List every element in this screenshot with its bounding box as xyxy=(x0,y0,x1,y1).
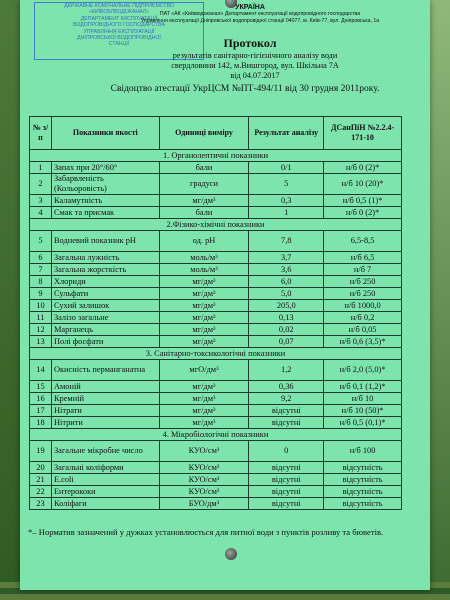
cell-number: 16 xyxy=(30,393,52,405)
cell-result: 9,2 xyxy=(249,393,324,405)
cell-indicator: Забарвленість (Кольоровість) xyxy=(51,174,159,195)
cell-indicator: Водневий показник рН xyxy=(51,231,159,252)
cell-result: відсутні xyxy=(249,417,324,429)
cell-number: 3 xyxy=(30,195,52,207)
cell-norm: н/б 100 xyxy=(324,441,402,462)
cell-unit: БУО/дм³ xyxy=(159,498,249,510)
cell-norm: н/б 250 xyxy=(324,276,402,288)
stamp-line: ВОДОПРОВІДНОГО ГОСПОДАРСТВА xyxy=(73,22,165,29)
cell-result: 5,0 xyxy=(249,288,324,300)
table-row xyxy=(30,312,402,324)
background-foliage-right xyxy=(428,0,450,600)
cell-number: 1 xyxy=(30,162,52,174)
stamp-line: ДЕПАРТАМЕНТ ЕКСПЛУАТАЦІЇ xyxy=(80,15,158,22)
cell-result: відсутні xyxy=(249,474,324,486)
table-row xyxy=(30,174,402,195)
cell-number: 12 xyxy=(30,324,52,336)
cell-unit: моль/м³ xyxy=(159,252,249,264)
cell-norm: н/б 0,6 (3,5)* xyxy=(324,336,402,348)
table-row xyxy=(30,276,402,288)
table-row xyxy=(30,417,402,429)
cell-indicator: Смак та присмак xyxy=(51,207,159,219)
cell-result: 1 xyxy=(249,207,324,219)
cell-indicator: Каламутність xyxy=(51,195,159,207)
table-row xyxy=(30,288,402,300)
section-row xyxy=(30,429,402,441)
table-row xyxy=(30,381,402,393)
cell-result: 1,2 xyxy=(249,360,324,381)
cell-norm: н/б 0 (2)* xyxy=(324,207,402,219)
cell-norm: н/б 0,2 xyxy=(324,312,402,324)
cell-norm: н/б 10 xyxy=(324,393,402,405)
cell-result: 3,7 xyxy=(249,252,324,264)
cell-indicator: Амоній xyxy=(51,381,159,393)
cell-number: 23 xyxy=(30,498,52,510)
cell-indicator: E.colі xyxy=(51,474,159,486)
cell-indicator: Окисність перманганатна xyxy=(51,360,159,381)
cell-norm: відсутність xyxy=(324,462,402,474)
cell-result: відсутні xyxy=(249,486,324,498)
cell-indicator: Ентерококи xyxy=(51,486,159,498)
cell-unit: мг/дм³ xyxy=(159,336,249,348)
table-row xyxy=(30,498,402,510)
col-header-number: № з/п xyxy=(30,117,52,150)
cell-number: 14 xyxy=(30,360,52,381)
cell-indicator: Загальне мікробне число xyxy=(51,441,159,462)
cell-indicator: Марганець xyxy=(51,324,159,336)
cell-number: 10 xyxy=(30,300,52,312)
table-row xyxy=(30,462,402,474)
cell-unit: КУО/см³ xyxy=(159,462,249,474)
col-header-unit: Одиниці виміру xyxy=(159,117,249,150)
stamp-line: ДЕРЖАВНЕ КОМУНАЛЬНЕ ПІДПРИЄМСТВО xyxy=(64,3,174,9)
cell-result: 0,02 xyxy=(249,324,324,336)
cell-unit: мг/дм³ xyxy=(159,405,249,417)
section-title: 1. Органолептичні показники xyxy=(30,150,402,162)
cell-result: 0 xyxy=(249,441,324,462)
col-header-indicator: Показники якості xyxy=(51,117,159,150)
cell-unit: КУО/см³ xyxy=(159,441,249,462)
cell-number: 4 xyxy=(30,207,52,219)
cell-indicator: Загальні коліформи xyxy=(51,462,159,474)
cell-number: 7 xyxy=(30,264,52,276)
cell-number: 22 xyxy=(30,486,52,498)
cell-unit: бали xyxy=(159,207,249,219)
col-header-result: Результат аналізу xyxy=(249,117,324,150)
cell-unit: мг/дм³ xyxy=(159,300,249,312)
certificate-line: Свідоцтво атестації УкрЦСМ №ПТ-494/11 від 30 грудня 2011року. xyxy=(110,84,380,94)
table-row xyxy=(30,474,402,486)
cell-number: 2 xyxy=(30,174,52,195)
cell-indicator: Залізо загальне xyxy=(51,312,159,324)
cell-indicator: Полі фосфати xyxy=(51,336,159,348)
cell-norm: н/б 0,1 (1,2)* xyxy=(324,381,402,393)
cell-result: 0,13 xyxy=(249,312,324,324)
cell-norm: н/б 2,0 (5,0)* xyxy=(324,360,402,381)
cell-norm: н/б 6,5 xyxy=(324,252,402,264)
cell-result: 0,36 xyxy=(249,381,324,393)
cell-number: 18 xyxy=(30,417,52,429)
section-title: 3. Санітарно-токсикологічні показники xyxy=(30,348,402,360)
cell-result: 0/1 xyxy=(249,162,324,174)
table-row xyxy=(30,486,402,498)
table-row xyxy=(30,264,402,276)
section-title: 4. Мікробіологічні показники xyxy=(30,429,402,441)
table-row xyxy=(30,324,402,336)
subtitle-2: свердловини 142, м.Вишгород, вул. Шкільна 7А xyxy=(171,61,339,70)
section-row xyxy=(30,348,402,360)
header-country: УКРАЇНА xyxy=(235,4,265,11)
table-row xyxy=(30,252,402,264)
cell-unit: мг/дм³ xyxy=(159,288,249,300)
cell-indicator: Хлориди xyxy=(51,276,159,288)
cell-norm: н/б 0 (2)* xyxy=(324,162,402,174)
results-table xyxy=(29,116,402,510)
table-row xyxy=(30,300,402,312)
cell-unit: мг/дм³ xyxy=(159,312,249,324)
cell-unit: мг/дм³ xyxy=(159,393,249,405)
table-row xyxy=(30,195,402,207)
section-title: 2.Фізико-хімічні показники xyxy=(30,219,402,231)
cell-indicator: Загальна жорсткість xyxy=(51,264,159,276)
cell-number: 17 xyxy=(30,405,52,417)
cell-indicator: Нітрати xyxy=(51,405,159,417)
cell-number: 6 xyxy=(30,252,52,264)
cell-result: відсутні xyxy=(249,462,324,474)
cell-number: 9 xyxy=(30,288,52,300)
cell-norm: 6,5-8,5 xyxy=(324,231,402,252)
cell-number: 13 xyxy=(30,336,52,348)
header-line1: ПАТ «АК «Київводоканал» Департамент експлуатації водопровідного господарства xyxy=(159,11,361,17)
cell-norm: н/б 0,05 xyxy=(324,324,402,336)
table-row xyxy=(30,162,402,174)
cell-result: 0,07 xyxy=(249,336,324,348)
table-header-row xyxy=(30,117,402,150)
table-body xyxy=(30,150,402,510)
cell-result: 205,0 xyxy=(249,300,324,312)
cell-norm: н/б 0,5 (1)* xyxy=(324,195,402,207)
cell-indicator: Сухий залишок xyxy=(51,300,159,312)
cell-result: 5 xyxy=(249,174,324,195)
cell-unit: мг/дм³ xyxy=(159,276,249,288)
cell-norm: відсутність xyxy=(324,486,402,498)
cell-indicator: Сульфати xyxy=(51,288,159,300)
cell-unit: мг/дм³ xyxy=(159,381,249,393)
stamp-line: «КИЇВОБЛВОДОКАНАЛ» xyxy=(88,9,150,16)
stamp-line: СТАНЦІЇ xyxy=(108,41,130,48)
cell-unit: мг/дм³ xyxy=(159,324,249,336)
header-line2: Управління експлуатації Дніпровської водопровідної станції 04077, м. Київ-77, вул. Дніпровська, 1а xyxy=(140,18,380,24)
cell-norm: н/б 10 (20)* xyxy=(324,174,402,195)
table-row xyxy=(30,405,402,417)
table-row xyxy=(30,441,402,462)
cell-unit: КУО/см³ xyxy=(159,474,249,486)
cell-number: 15 xyxy=(30,381,52,393)
cell-norm: н/б 0,5 (0,1)* xyxy=(324,417,402,429)
cell-norm: н/б 10 (50)* xyxy=(324,405,402,417)
section-row xyxy=(30,150,402,162)
footnote: *– Норматив зазначений у дужках установлюється для питної води з пунктів розливу та бюветів. xyxy=(28,527,384,537)
protocol-date: від 04.07.2017 xyxy=(230,71,280,80)
cell-result: 7,8 xyxy=(249,231,324,252)
table-row xyxy=(30,393,402,405)
subtitle-1: результатів санітарно-гігієнічного аналізу води xyxy=(172,51,338,60)
cell-indicator: Коліфаги xyxy=(51,498,159,510)
cell-unit: КУО/см³ xyxy=(159,486,249,498)
cell-norm: н/б 250 xyxy=(324,288,402,300)
cell-norm: н/б 1000,0 xyxy=(324,300,402,312)
cell-result: 0,3 xyxy=(249,195,324,207)
cell-result: 6,0 xyxy=(249,276,324,288)
cell-unit: од. рН xyxy=(159,231,249,252)
page-title: Протокол xyxy=(223,36,277,50)
cell-indicator: Кремній xyxy=(51,393,159,405)
cell-number: 19 xyxy=(30,441,52,462)
table-row xyxy=(30,360,402,381)
cell-norm: н/б 7 xyxy=(324,264,402,276)
cell-indicator: Нітрити xyxy=(51,417,159,429)
stamp-line: УПРАВЛІННЯ ЕКСПЛУАТАЦІЇ xyxy=(83,28,155,35)
section-row xyxy=(30,219,402,231)
cell-unit: бали xyxy=(159,162,249,174)
cell-indicator: Загальна лужність xyxy=(51,252,159,264)
cell-number: 11 xyxy=(30,312,52,324)
cell-unit: мгО/дм³ xyxy=(159,360,249,381)
table-row xyxy=(30,207,402,219)
bolt-icon xyxy=(225,548,237,560)
stamp-line: ДНІПРОВСЬКОЇ ВОДОПРОВІДНОЇ xyxy=(77,35,161,42)
cell-number: 5 xyxy=(30,231,52,252)
cell-unit: мг/дм³ xyxy=(159,417,249,429)
cell-number: 21 xyxy=(30,474,52,486)
table-row xyxy=(30,336,402,348)
cell-indicator: Запах при 20°/60° xyxy=(51,162,159,174)
cell-number: 20 xyxy=(30,462,52,474)
cell-result: відсутні xyxy=(249,498,324,510)
cell-norm: відсутність xyxy=(324,474,402,486)
col-header-norm: ДСанПіН №2.2.4-171-10 xyxy=(324,117,402,150)
table-row xyxy=(30,231,402,252)
cell-result: відсутні xyxy=(249,405,324,417)
cell-number: 8 xyxy=(30,276,52,288)
cell-unit: мг/дм³ xyxy=(159,195,249,207)
cell-unit: градуси xyxy=(159,174,249,195)
cell-result: 3,6 xyxy=(249,264,324,276)
cell-norm: відсутність xyxy=(324,498,402,510)
cell-unit: моль/м³ xyxy=(159,264,249,276)
